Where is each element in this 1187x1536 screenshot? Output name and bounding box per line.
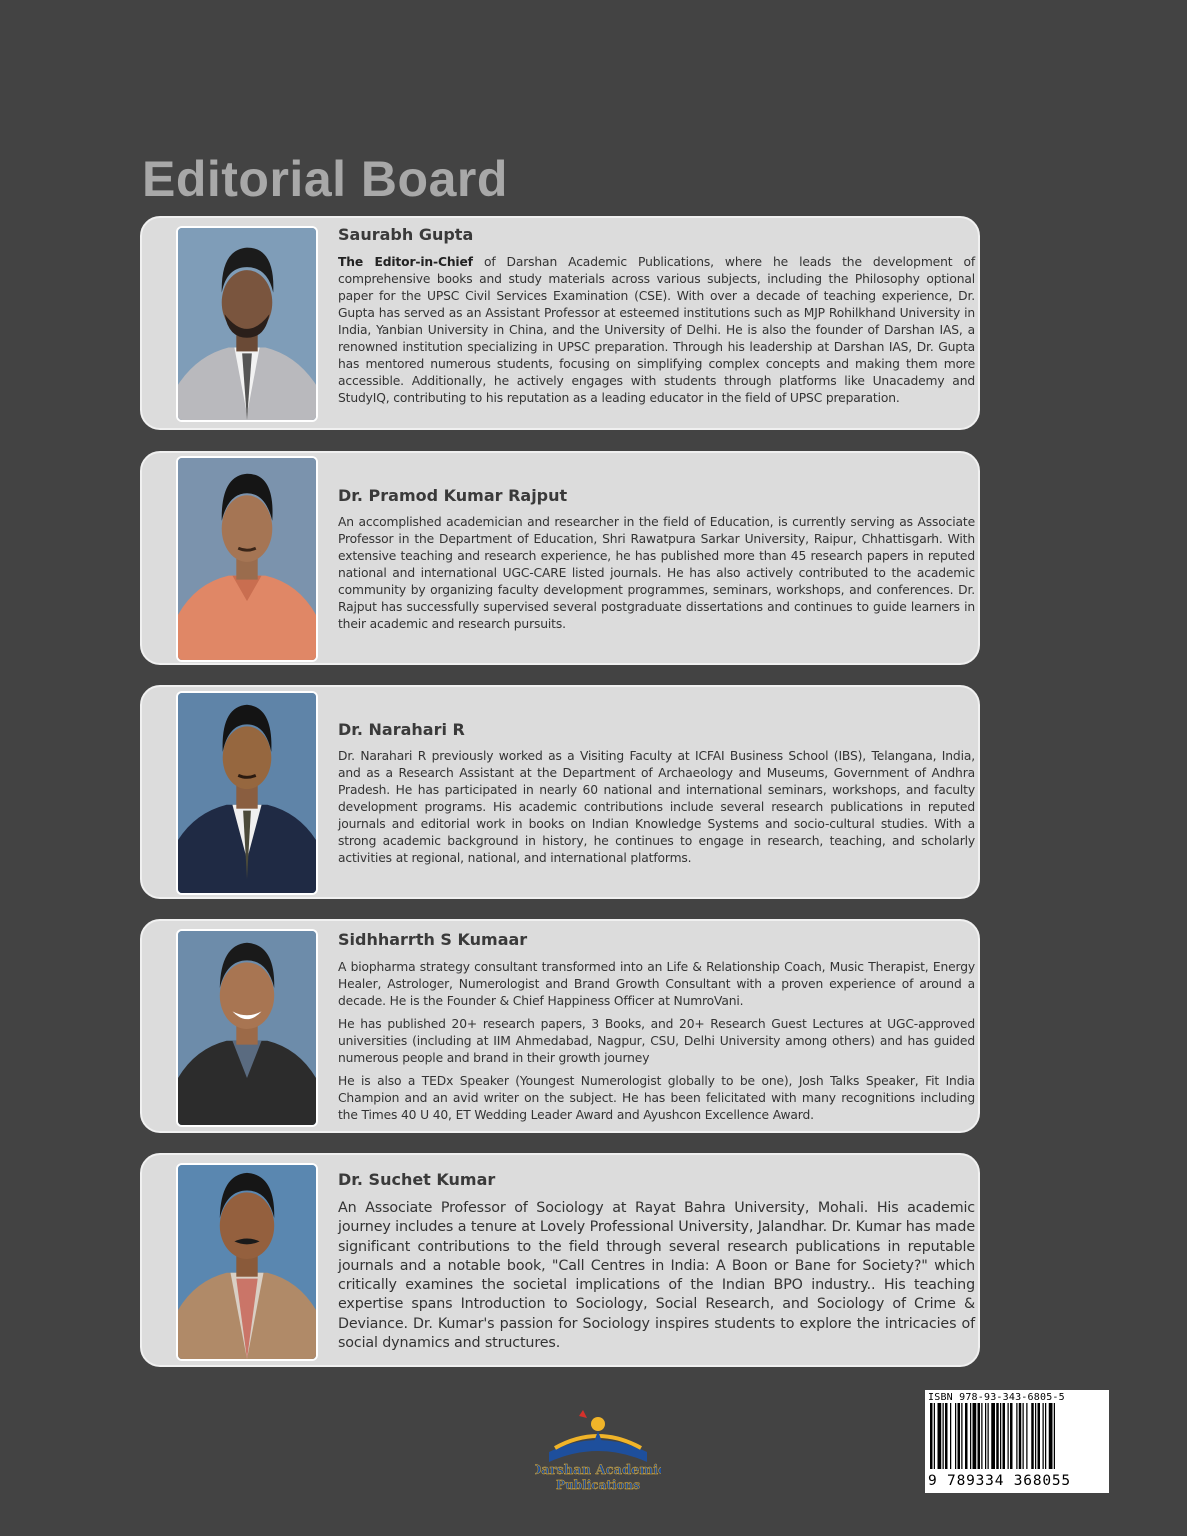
barcode-bar [1043, 1403, 1044, 1469]
member-bio-paragraph: A biopharma strategy consultant transformed into an Life & Relationship Coach, Music Therapist, Energy Healer, Astrologer, Numerologist and Brand Growth Consultant with a proven experience of around a decade. He is the Founder & Chief Happiness Officer at NumroVani. [338, 960, 975, 1008]
member-card-suchet-kumar [140, 1153, 980, 1367]
isbn-label: ISBN 978-93-343-6805-5 [928, 1392, 1065, 1403]
member-name: Dr. Narahari R [338, 720, 465, 739]
member-card-pramod-kumar-rajput [140, 451, 980, 665]
barcode-bar [1008, 1403, 1009, 1469]
barcode-bar [958, 1403, 961, 1469]
member-card-narahari-r [140, 685, 980, 899]
member-name: Dr. Suchet Kumar [338, 1170, 496, 1189]
barcode-bar [1035, 1403, 1036, 1469]
member-bio-paragraph: An Associate Professor of Sociology at Rayat Bahra University, Mohali. His academic journey includes a tenure at Lovely Professional University, Jalandhar. Dr. Kumar has made significant contributions to the field through several research publications in reputable journals and a notable book, "Call Centres in India: A Boon or Bane for Society?" which critically examines the societal implications of the Indian BPO industry.. His teaching expertise spans Introduction to Sociology, Social Research, and Sociology of Crime & Deviance. Dr. Kumar's passion for Sociology inspires students to explore the intricacies of social dynamics and structures. [338, 1200, 975, 1352]
barcode-bar [981, 1403, 982, 1469]
member-bio-paragraph: Dr. Narahari R previously worked as a Visiting Faculty at ICFAI Business School (IBS), Telangana, India, and as a Research Assistant at the Department of Archaeology and Museums, Government of Andhra Pradesh. He has participated in nearly 60 national and international seminars, workshops, and faculty development programs. His academic contributions include several research publications in reputed journals and editorial work in books on Indian Knowledge Systems and socio-cultural studies. With a strong academic background in history, he continues to engage in research, teaching, and scholarly activities at regional, national, and international platforms. [338, 749, 975, 865]
member-bio-paragraph: He has published 20+ research papers, 3 Books, and 20+ Research Guest Lectures at UGC-approved universities (including at IIM Ahmedabad, Nagpur, CSU, Delhi University among others) and has guided numerous people and brand in their growth journey [338, 1017, 975, 1065]
barcode-bar [945, 1403, 948, 1469]
barcode-bar [1031, 1403, 1034, 1469]
member-photo [176, 691, 318, 895]
portrait-image [178, 693, 316, 893]
barcode-bar [934, 1403, 935, 1469]
barcode-bar [1049, 1403, 1053, 1469]
member-bio-paragraph: of Darshan Academic Publications, where he leads the development of comprehensive books and study materials across various subjects, including the Philosophy optional paper for the UPSC Civil Services Examination (CSE). With over a decade of teaching experience, Dr. Gupta has served as an Assistant Professor at esteemed institutions such as MJP Rohilkhand University in India, Yanbian University in China, and the University of Delhi. He is also the founder of Darshan IAS, a renowned institution specializing in UPSC preparation. Through his leadership at Darshan IAS, Dr. Gupta has mentored numerous students, focusing on simplifying complex concepts and making them more accessible. Additionally, he actively engages with students through platforms like Unacademy and StudyIQ, contributing to his reputation as a leading educator in the field of UPSC preparation. [338, 255, 976, 405]
member-bio [338, 1199, 975, 1359]
page-title: Editorial Board [142, 151, 508, 207]
member-photo [176, 1163, 318, 1361]
member-name: Saurabh Gupta [338, 225, 474, 244]
publisher-logo [535, 1398, 661, 1498]
barcode-bar [938, 1403, 942, 1469]
member-name: Sidhharrth S Kumaar [338, 930, 528, 949]
member-bio-paragraph: An accomplished academician and researcher in the field of Education, is currently serving as Associate Professor in the Department of Education, Shri Rawatpura Sarkar University, Raipur, Chhattisgarh. With extensive teaching and research experience, he has published more than 45 research papers in reputed national and international UGC-CARE listed journals. He has also actively contributed to the academic community by organizing faculty development programmes, seminars, workshops, and conferences. Dr. Rajput has successfully supervised several postgraduate dissertations and continues to guide learners in their academic and research pursuits. [338, 515, 975, 631]
barcode-bar [930, 1403, 933, 1469]
member-bio [338, 254, 975, 413]
barcode-bar [1000, 1403, 1001, 1469]
member-name: Dr. Pramod Kumar Rajput [338, 486, 568, 505]
barcode-bar [1038, 1403, 1041, 1469]
member-card-saurabh-gupta [140, 216, 980, 430]
isbn-barcode [925, 1390, 1109, 1493]
barcode-bars [928, 1403, 1106, 1469]
barcode-bar [978, 1403, 981, 1469]
barcode-bar [961, 1403, 962, 1469]
barcode-bar [1003, 1403, 1006, 1469]
member-bio [338, 514, 975, 639]
portrait-image [178, 931, 316, 1125]
barcode-bar [1010, 1403, 1013, 1469]
barcode-bar [988, 1403, 989, 1469]
barcode-bar [1045, 1403, 1046, 1469]
member-role: The Editor-in-Chief [338, 255, 473, 269]
barcode-bar [1016, 1403, 1017, 1469]
barcode-bar [996, 1403, 999, 1469]
barcode-digits: 9 789334 368055 [928, 1473, 1071, 1489]
member-photo [176, 929, 318, 1127]
barcode-bar [1026, 1403, 1027, 1469]
member-photo [176, 226, 318, 422]
member-bio-paragraph: He is also a TEDx Speaker (Youngest Numerologist globally to be one), Josh Talks Speaker, Fit India Champion and an avid writer on the subject. He has been felicitated with many recognitions including the Times 40 U 40, ET Wedding Leader Award and Ayushcon Excellence Award. [338, 1074, 975, 1122]
logo-text-line1: Darshan Academic [535, 1463, 661, 1478]
barcode-bar [965, 1403, 968, 1469]
member-photo [176, 456, 318, 662]
barcode-bar [985, 1403, 986, 1469]
barcode-bar [950, 1403, 951, 1469]
barcode-bar [955, 1403, 956, 1469]
portrait-image [178, 228, 316, 420]
barcode-bar [1054, 1403, 1055, 1469]
member-card-sidhharrth-s-kumaar [140, 919, 980, 1133]
barcode-bar [970, 1403, 971, 1469]
barcode-bar [973, 1403, 977, 1469]
barcode-bar [1023, 1403, 1024, 1469]
barcode-bar [943, 1403, 944, 1469]
portrait-image [178, 458, 316, 660]
logo-text-line2: Publications [556, 1478, 640, 1492]
barcode-bar [991, 1403, 995, 1469]
member-bio [338, 748, 975, 873]
barcode-bar [1019, 1403, 1022, 1469]
portrait-image [178, 1165, 316, 1359]
member-bio [338, 959, 975, 1130]
